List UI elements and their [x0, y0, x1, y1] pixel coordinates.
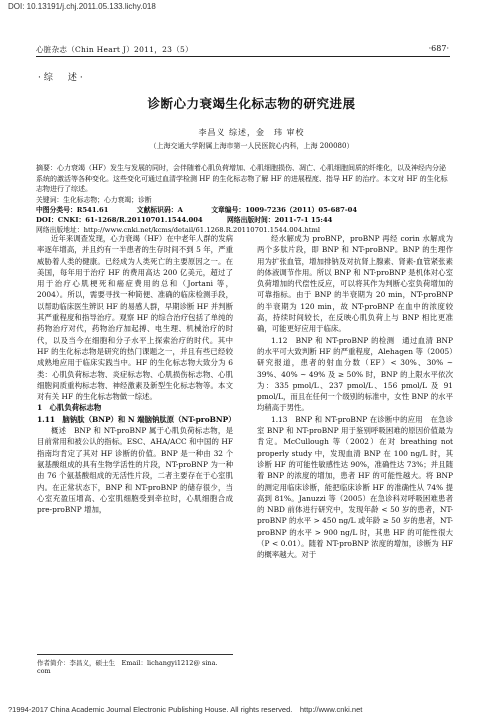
abstract-block — [36, 163, 450, 235]
column-right — [257, 233, 453, 561]
copyright-footer: ?1994-2017 China Academic Journal Electronic Publishing House. All rights reserved. http://www.cnki.net — [8, 705, 363, 714]
abstract-text: 摘要：心力衰竭（HF）发生与发展的同时，会伴随着心肌负荷增加、心肌细胞损伤、凋亡、心肌细胞间质的纤维化，以及神经内分泌系统的激活等各种变化。这些变化可通过血清学检测 HF 的生化标志物了解 HF 的进展程度、指导 HF 的治疗。本文对 HF 的生化标志物进行了综述。 — [36, 164, 448, 193]
publish-url: 网络出版地址：http://www.cnki.net/kcms/detail/61.1268.R.20110701.1544.004.html — [36, 225, 321, 234]
bnp-continued-paragraph: 经水解成为 proBNP，proBNP 再经 corin 水解成为两个多肽片段，即 BNP 和 NT-proBNP。BNP 的生理作用为扩张血管，增加排钠及对抗肾上腺素、肾素-血管紧张素的体液调节作用。所以 BNP 和 NT-proBNP 是机体对心室负荷增加的代偿性反应，可以将其作为判断心室负荷增加的可靠指标。由于 BNP 的半衰期为 20 min，NT-proBNP 的半衰期为 120 min，故 NT-proBNP 在血中的浓度较高，持续时间较长，在反映心肌负荷上与 BNP 相比更准确，可能更好应用于临床。 — [257, 234, 453, 334]
classification-row — [36, 205, 450, 215]
heading-1-3-paragraph: 1.13 BNP 和 NT-proBNP 在诊断中的应用 在急诊室 BNP 和 NT-proBNP 用于鉴别呼吸困难的原因价值最为肯定。McCullough 等（2002）在对 breathing not properly study 中，发现血清 BNP 在 100 ng/L 时，其诊断 HF 的可能性敏感性达 90%，准确性达 73%；并且随着 BNP 的浓度的增加，患者 HF 的可能性越大。将 BNP 的测定用临床诊断，能把临床诊断 HF 的准确性从 74% 提高到 81%。Januzzi 等（2005）在急诊科对呼吸困难患者的 NBD 前体进行研究中，发现年龄 < 50 岁的患者，NT-proBNP 的水平 > 450 ng/L 或年龄 ≥ 50 岁的患者，NT-proBNP 的水平 > 900 ng/L 时，其患 HF 的可能性很大（P < 0.01）。随着 NT-proBNP 浓度的增加，诊断为 HF 的概率越大。对于 — [257, 414, 453, 560]
section-label: ·综 述· — [38, 73, 86, 83]
header-rule — [36, 56, 450, 57]
journal-header: 心脏杂志（Chin Heart J）2011，23（5） — [36, 45, 193, 54]
affiliation: （上海交通大学附属上海市第一人民医院心内科，上海 200080） — [149, 142, 354, 150]
cnki-doi: DOI：CNKI：61-1268/R.20110701.1544.004 — [36, 215, 203, 224]
article-title: 诊断心力衰竭生化标志物的研究进展 — [147, 96, 356, 111]
intro-paragraph: 近年来调查发现，心力衰竭（HF）在中老年人群的发病率逐年增高，并且约有一半患者的生存时间不到 5 年，严重威胁着人类的健康。已经成为人类死亡的主要原因之一。在美国，每年用于治疗 HF 的费用高达 200 亿美元，超过了用于治疗心肌梗死和癌症费用的总和（Jortani 等，2004）。所以，需要寻找一种简便、准确的临床检测手段，以帮助临床医生辨识 HF 的易感人群，早期诊断 HF 并判断其严重程度和指导治疗。观察 HF 的综合治疗包括了单纯的药物治疗对代，药物治疗加起搏、电生理、机械治疗的时代，以及当今在细胞和分子水平上探索治疗的时代。其中 HF 的生化标志物是研究的热门课题之一，并且有些已经较成熟地应用于临床实践当中。HF 的生化标志物大致分为 6 类：心肌负荷标志物、炎症标志物、心肌损伤标志物、心肌细胞间质重构标志物、神经激素及新型生化标志物等。本文对有关 HF 的生化标志物做一综述。 — [37, 234, 233, 402]
publish-time: 网络出版时间：2011-7-1 15:44 — [227, 215, 333, 224]
bnp-overview-paragraph: 概述 BNP 和 NT-proBNP 属于心肌负荷标志物，是目前常用和被公认的指标。ESC、AHA/ACC 和中国的 HF 指南均肯定了其对 HF 诊断的价值。BNP 是一种由 32 个氨基酸组成的具有生物学活性的片段，NT-proBNP 为一种由 76 个氨基酸组成的无活性片段，二者主要存在于心室肌内。在正常状态下，BNP 和 NT-proBNP 的储存很少，当心室充盈压增高、心室肌细胞受到牵拉时，心肌细胞合成 pre-proBNP 增加， — [37, 426, 233, 515]
doi-line: DOI: 10.13191/j.chj.2011.05.133.lichy.018 — [8, 2, 156, 11]
article-id: 文章编号：1009-7236（2011）05-687-04 — [211, 205, 358, 214]
authors: 李昌义 综述，金 玮 审校 — [198, 128, 305, 137]
document-code: 文献标识码：A — [136, 205, 183, 214]
page-number: ·687· — [428, 44, 449, 53]
heading-1-1: 1.11 脑钠肽（BNP）和 N 端脑钠肽原（NT-proBNP） — [37, 414, 236, 424]
author-footnote: 作者简介：李昌义，硕士生 Email：lichangyi1212@ sina. com — [37, 654, 233, 675]
cnki-row — [36, 215, 450, 225]
heading-1: 1 心肌负荷标志物 — [37, 403, 102, 413]
clc-number: 中图分类号：R541.61 — [36, 205, 109, 214]
keywords: 关键词：生化标志物；心力衰竭；诊断 — [36, 195, 152, 204]
column-left — [37, 233, 236, 515]
heading-1-2-paragraph: 1.12 BNP 和 NT-proBNP 的检测 通过血清 BNP 的水平可大致判断 HF 的严重程度，Alehagen 等（2005）研究报道，患者的射血分数（EF）< 30%、30% ~ 39%、40% ~ 49% 及 ≥ 50% 时，BNP 的上限水平依次为：335 pmol/L、237 pmol/L、156 pmol/L 及 91 pmol/L，而且在任何一个级别的标准中，女性 BNP 的水平均稍高于男性。 — [257, 335, 453, 413]
